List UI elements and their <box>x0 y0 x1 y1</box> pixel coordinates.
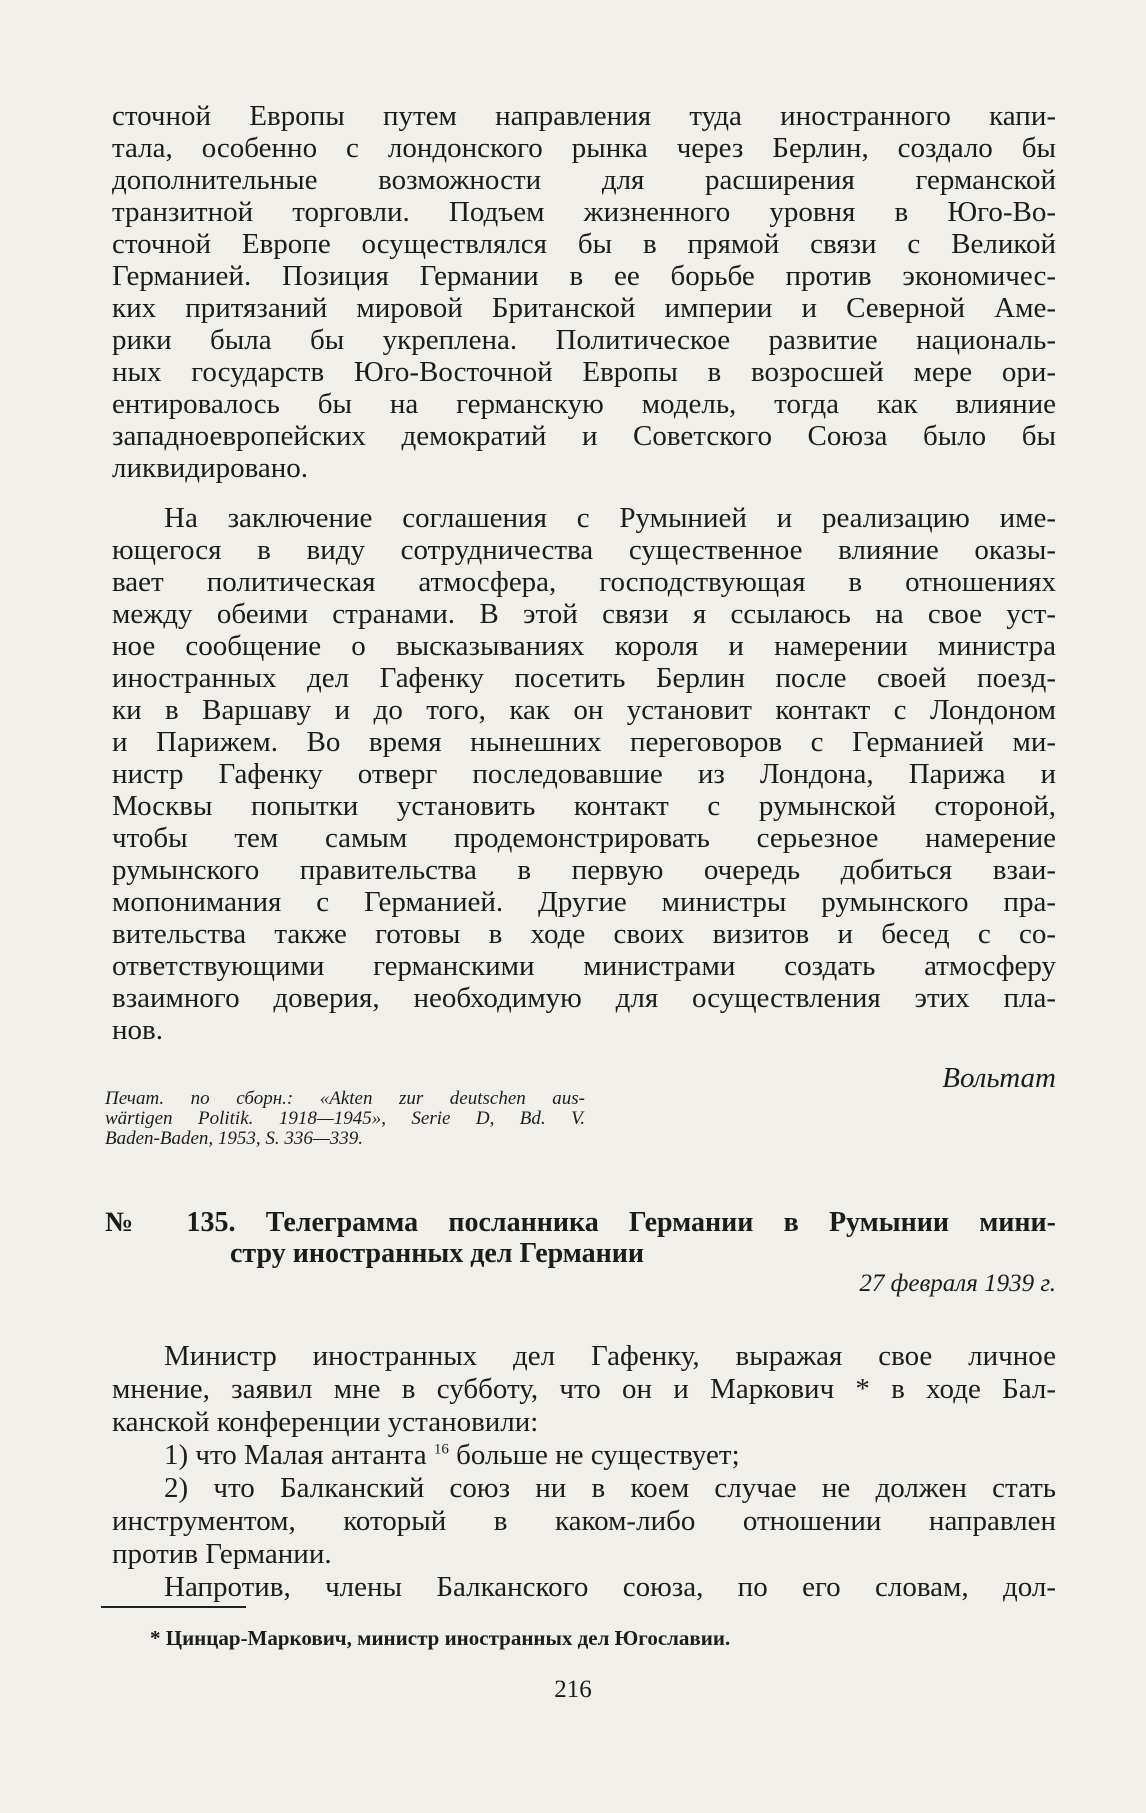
text-line: Министр иностранных дел Гафенку, выражая свое личное <box>164 1340 1056 1372</box>
citation-line: Baden-Baden, 1953, S. 336—339. <box>105 1128 364 1149</box>
text-line: западноевропейских демократий и Советского Союза было бы <box>112 420 1056 452</box>
text-line: и Парижем. Во время нынешних переговоров с Германией ми- <box>112 726 1056 758</box>
text-line: ющегося в виду сотрудничества существенное влияние оказы- <box>112 534 1056 566</box>
text-line: ентировалось бы на германскую модель, тогда как влияние <box>112 388 1056 420</box>
text-line: канской конференции установили: <box>112 1406 539 1438</box>
text-line: вительства также готовы в ходе своих визитов и бесед с со- <box>112 918 1056 950</box>
text-line: румынского правительства в первую очередь добиться взаи- <box>112 854 1056 886</box>
text-line: взаимного доверия, необходимую для осуществления этих пла- <box>112 982 1056 1014</box>
note-reference: 16 <box>433 1441 449 1458</box>
text-line: мопонимания с Германией. Другие министры румынского пра- <box>112 886 1056 918</box>
text-line: вает политическая атмосфера, господствующая в отношениях <box>112 566 1056 598</box>
text-line: ки в Варшаву и до того, как он установит контакт с Лондоном <box>112 694 1056 726</box>
text-line: На заключение соглашения с Румынией и реализацию име- <box>164 502 1056 534</box>
text-line <box>112 1439 1056 1472</box>
text-line: нистр Гафенку отверг последовавшие из Лондона, Парижа и <box>112 758 1056 790</box>
text-line: ное сообщение о высказываниях короля и намерении министра <box>112 630 1056 662</box>
paragraph-2 <box>112 502 1056 1046</box>
text-line: ких притязаний мировой Британской империи и Северной Аме- <box>112 292 1056 324</box>
text-line: сточной Европы путем направления туда иностранного капи- <box>112 100 1056 132</box>
page-number: 216 <box>554 1676 592 1703</box>
text-line: против Германии. <box>112 1538 332 1570</box>
text-line: транзитной торговли. Подъем жизненного уровня в Юго-Во- <box>112 196 1056 228</box>
paragraph-1 <box>112 100 1056 484</box>
document-date: 27 февраля 1939 г. <box>859 1270 1056 1297</box>
document-heading <box>105 1207 1056 1269</box>
text-line: инструментом, который в каком-либо отношении направлен <box>112 1505 1056 1537</box>
text-line: Москвы попытки установить контакт с румынской стороной, <box>112 790 1056 822</box>
text-line: Германией. Позиция Германии в ее борьбе против экономичес- <box>112 260 1056 292</box>
text-line: между обеими странами. В этой связи я ссылаюсь на свое уст- <box>112 598 1056 630</box>
footnote-divider <box>101 1606 246 1608</box>
text-line: рики была бы укреплена. Политическое развитие националь- <box>112 324 1056 356</box>
signature: Вольтат <box>942 1062 1056 1094</box>
text-line: иностранных дел Гафенку посетить Берлин после своей поезд- <box>112 662 1056 694</box>
text-line: мнение, заявил мне в субботу, что он и Маркович * в ходе Бал- <box>112 1373 1056 1405</box>
citation-line: wärtigen Politik. 1918—1945», Serie D, Bd. V. <box>105 1108 585 1129</box>
text-line: Напротив, члены Балканского союза, по его словам, дол- <box>164 1571 1056 1603</box>
text-fragment: больше не существует; <box>448 1439 740 1471</box>
text-line: ликвидировано. <box>112 452 309 484</box>
heading-line-2: стру иностранных дел Германии <box>230 1238 645 1269</box>
text-line: тала, особенно с лондонского рынка через Берлин, создало бы <box>112 132 1056 164</box>
text-line: сточной Европе осуществлялся бы в прямой связи с Великой <box>112 228 1056 260</box>
footnote: * Цинцар-Маркович, министр иностранных дел Югославии. <box>150 1626 731 1650</box>
source-citation <box>105 1089 585 1149</box>
text-line: ных государств Юго-Восточной Европы в возросшей мере ори- <box>112 356 1056 388</box>
citation-line: Печат. по сборн.: «Akten zur deutschen aus- <box>105 1088 585 1109</box>
text-line: нов. <box>112 1014 163 1046</box>
text-line: чтобы тем самым продемонстрировать серьезное намерение <box>112 822 1056 854</box>
text-line: 2) что Балканский союз ни в коем случае не должен стать <box>164 1472 1056 1504</box>
heading-line-1: № 135. Телеграмма посланника Германии в Румынии мини- <box>105 1207 1056 1238</box>
text-fragment: 1) что Малая антанта <box>164 1439 434 1471</box>
paragraph-3 <box>112 1340 1056 1604</box>
text-line: дополнительные возможности для расширения германской <box>112 164 1056 196</box>
text-line: ответствующими германскими министрами создать атмосферу <box>112 950 1056 982</box>
